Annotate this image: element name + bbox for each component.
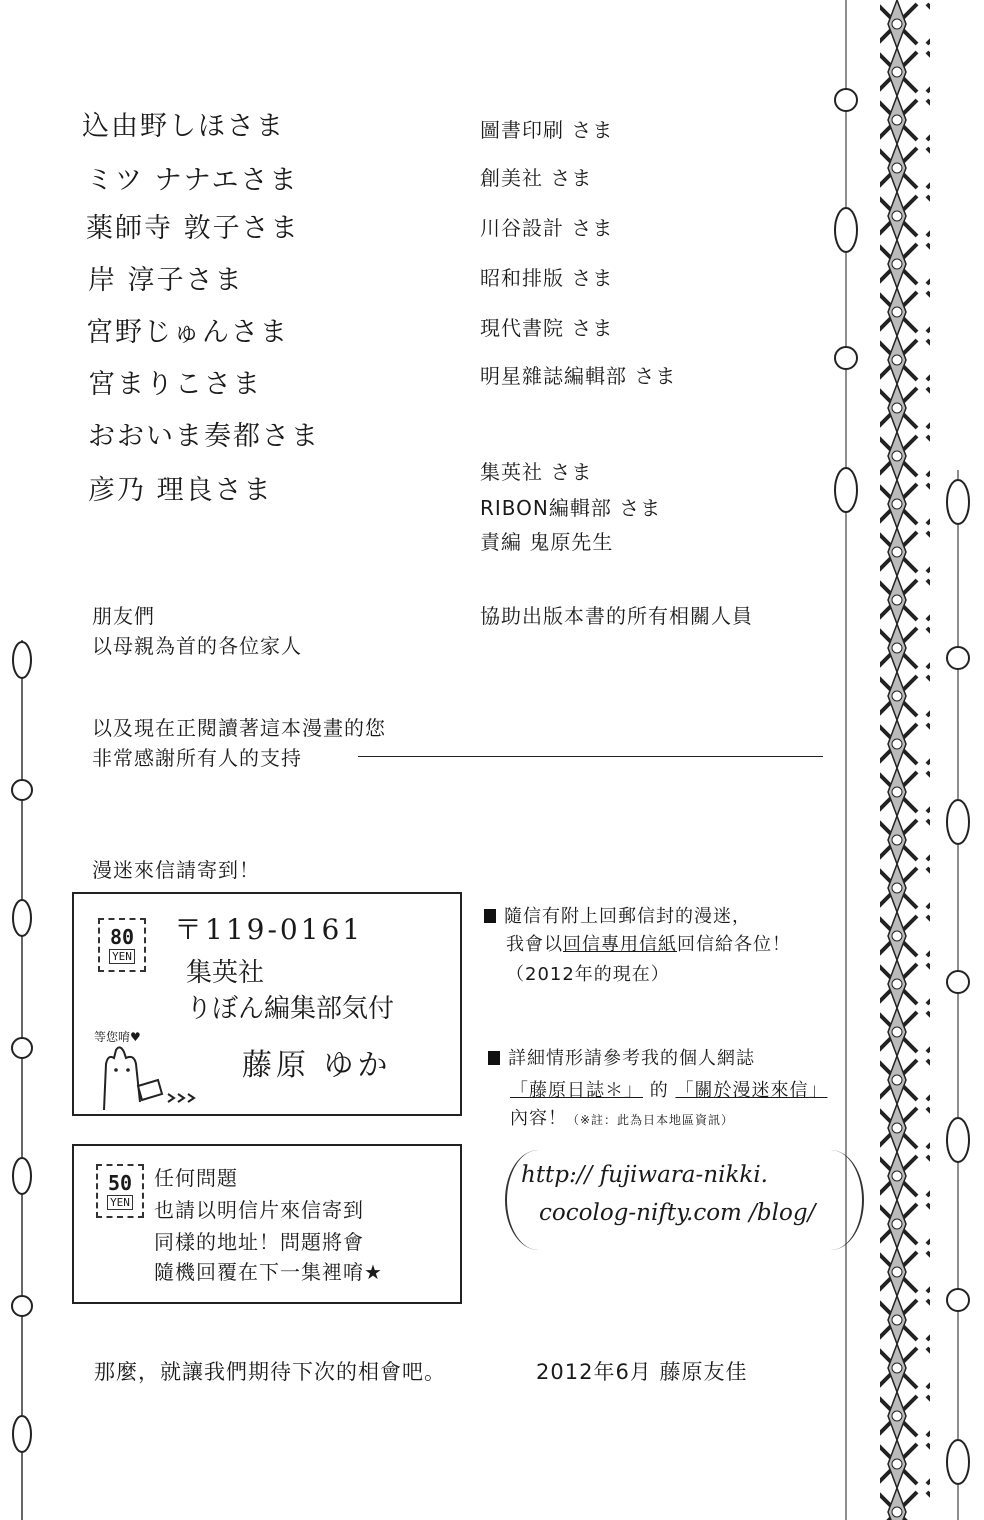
blog-topic: 「關於漫迷來信」 [675,1080,828,1101]
reply-note-line: 我會以回信專用信紙回信給各位！ [506,934,791,955]
blog-note-line: 內容！ [510,1108,567,1129]
gem-icon [947,480,969,524]
thanks-editor: 責編 鬼原先生 [480,530,614,554]
thanks-name: 宮まりこさま [88,369,262,400]
gem-icon [13,642,31,678]
bullet-icon [484,909,496,923]
thanks-company: 川谷設計 さま [480,216,614,240]
gem-icon [13,900,31,936]
thanks-name: 彦乃 理良さま [88,475,273,506]
question-line: 也請以明信片來信寄到 [154,1198,364,1222]
reply-note-line: 隨信有附上回郵信封的漫迷， [504,906,751,927]
friends-line: 朋友們 [92,604,155,628]
blog-name: 「藤原日誌＊」 [510,1080,643,1101]
thanks-name: 宮野じゅんさま [86,317,289,348]
blog-url-line-2: cocolog-nifty.com /blog/ [539,1200,816,1226]
blog-url-line-1: http:// fujiwara-nikki. [521,1162,768,1188]
address-line-1: 集英社 [186,958,265,988]
thanks-name: 込由野しほさま [82,111,285,142]
question-line: 同樣的地址！問題將會 [154,1230,364,1254]
postcode: 〒119-0161 [174,913,364,946]
stamp-value: 80 [109,924,135,949]
question-line: 隨機回覆在下一集裡唷★ [154,1260,383,1284]
thanks-company: 昭和排版 さま [480,266,614,290]
bead-icon [835,347,857,369]
stamp-currency: YEN [109,949,135,964]
thanks-name: 薬師寺 敦子さま [86,213,300,244]
bead-icon [835,89,857,111]
bead-icon [12,780,32,800]
mascot-caption: 等您唷♥ [94,1030,141,1044]
blog-url[interactable] [505,1150,864,1250]
thanks-all-line: 非常感謝所有人的支持 [92,746,302,770]
signature: 2012年6月 藤原友佳 [536,1360,748,1384]
thanks-name: 岸 淳子さま [88,265,244,296]
family-line: 以母親為首的各位家人 [92,634,302,658]
divider-line [358,756,823,757]
mail-heading: 漫迷來信請寄到！ [92,858,260,882]
right-ornament-border [822,0,984,1520]
rabbit-mascot-icon [92,1042,202,1112]
question-card [72,1144,462,1304]
thanks-company: 現代書院 さま [480,316,614,340]
region-footnote: （※註：此為日本地區資訊） [567,1113,735,1127]
bead-icon [947,971,969,993]
gem-icon [947,1118,969,1162]
thanks-company: 集英社 さま [480,460,593,484]
stamp-icon [98,918,146,972]
gem-icon [835,468,857,512]
reply-note-date: （2012年的現在） [506,964,670,985]
reply-stationery-text: 回信專用信紙 [563,934,677,955]
bullet-icon [488,1051,500,1065]
address-card [72,892,462,1116]
stamp-icon [96,1164,144,1218]
thanks-name: おおいま奏都さま [88,421,320,452]
closing-message: 那麼，就讓我們期待下次的相會吧。 [94,1360,446,1384]
gem-icon [947,1440,969,1484]
blog-note-line: 詳細情形請參考我的個人網誌 [508,1048,755,1069]
gem-icon [13,1158,31,1194]
thanks-name: ミツ ナナエさま [86,165,299,196]
thanks-company: 明星雜誌編輯部 さま [480,364,677,388]
question-line: 任何問題 [154,1166,238,1190]
bead-icon [947,1289,969,1311]
blog-note-line: 「藤原日誌＊」 的 「關於漫迷來信」 [510,1080,828,1101]
readers-line: 以及現在正閱讀著這本漫畫的您 [92,716,386,740]
address-line-2: りぼん編集部気付 [186,994,395,1024]
gem-icon [13,1416,31,1452]
gem-icon [835,208,857,252]
left-jewel-chain [0,0,50,1520]
stamp-currency: YEN [107,1195,133,1210]
bead-icon [12,1038,32,1058]
stamp-value: 50 [107,1170,133,1195]
thanks-company: RIBON編輯部 さま [480,496,662,520]
recipient-name: 藤原 ゆか [242,1048,392,1083]
thanks-company: 圖書印刷 さま [480,118,614,142]
gem-icon [947,800,969,844]
staff-line: 協助出版本書的所有相關人員 [480,604,753,628]
thanks-company: 創美社 さま [480,166,593,190]
bead-icon [947,647,969,669]
bead-icon [12,1296,32,1316]
